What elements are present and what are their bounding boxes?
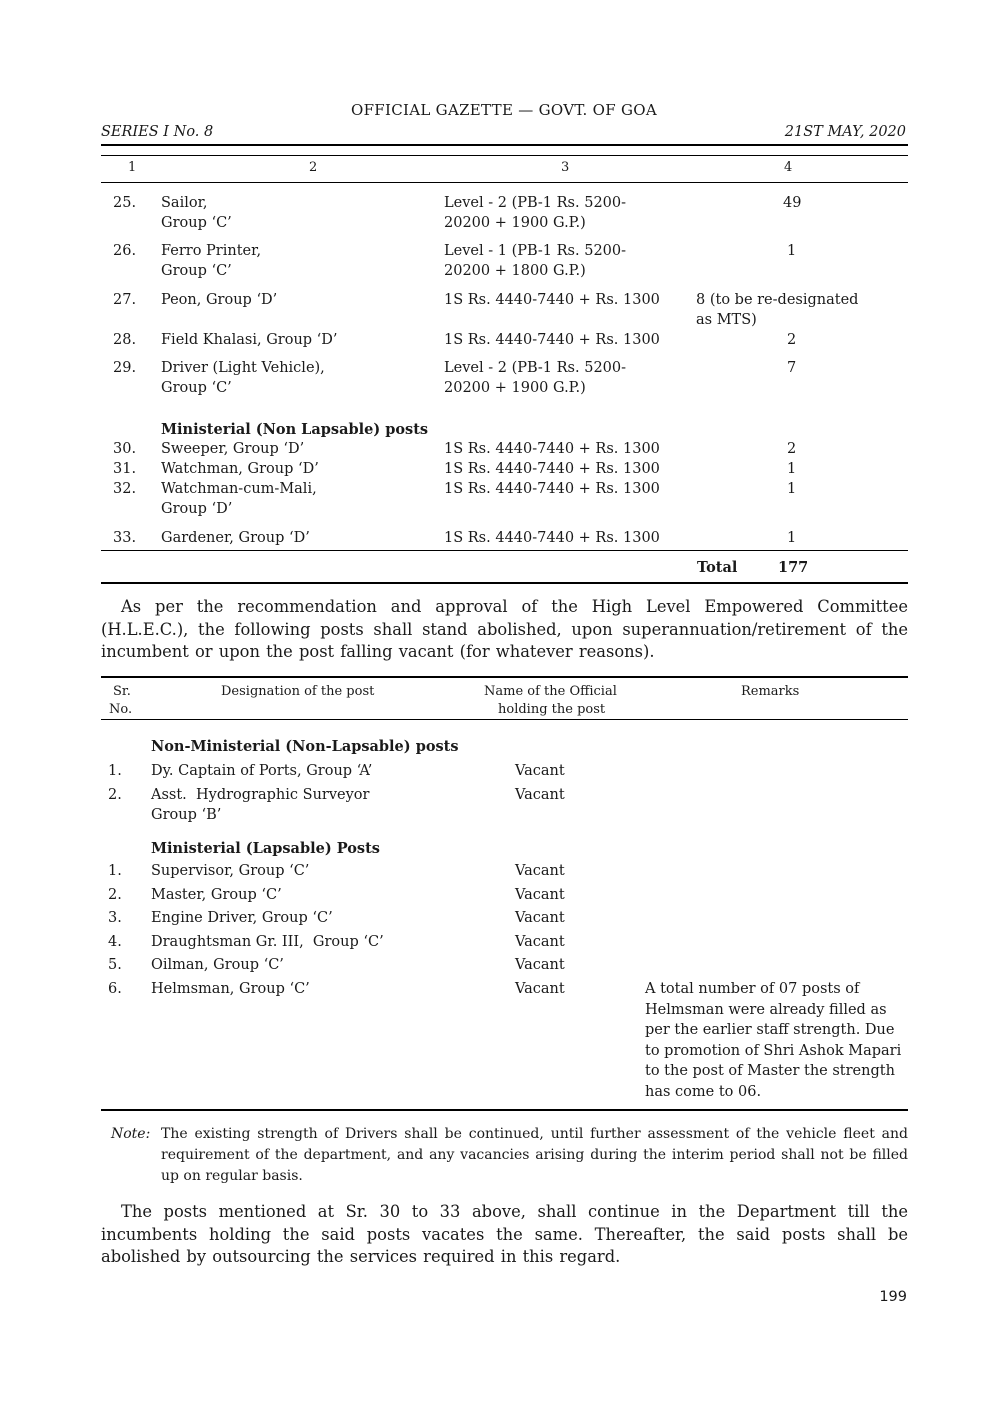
column-header-2: 2 xyxy=(309,160,318,175)
header-sr: Sr. xyxy=(113,684,131,699)
pay-scale: 1S Rs. 4440-7440 + Rs. 1300 xyxy=(444,441,660,457)
post-name: Gardener, Group ‘D’ xyxy=(161,530,310,546)
table-row-number: 6. xyxy=(108,981,122,997)
table-top-rule xyxy=(101,155,908,156)
post-name: Ferro Printer, xyxy=(161,243,262,259)
post-name: Helmsman, Group ‘C’ xyxy=(151,981,310,997)
post-count: 2 xyxy=(787,332,797,348)
table2-top-rule xyxy=(101,676,908,678)
post-count: as MTS) xyxy=(696,312,757,328)
helmsman-remark: A total number of 07 posts of Helmsman were already filled as per the earlier staff strength. Due to promotion of Shri Ashok Mapari to the post of Master the strength has come to 06. xyxy=(645,981,902,1100)
official-name: Vacant xyxy=(515,957,565,973)
official-name: Vacant xyxy=(515,910,565,926)
official-name: Vacant xyxy=(515,934,565,950)
post-count: 7 xyxy=(787,360,797,376)
column-header-4: 4 xyxy=(784,160,793,175)
column-header-1: 1 xyxy=(128,160,137,175)
official-name: Vacant xyxy=(515,787,565,803)
post-name: Dy. Captain of Ports, Group ‘A’ xyxy=(151,763,373,779)
table-row-number: 3. xyxy=(108,910,122,926)
table-row-number: 32. xyxy=(113,481,137,497)
post-name: Driver (Light Vehicle), xyxy=(161,360,325,376)
post-name: Supervisor, Group ‘C’ xyxy=(151,863,310,879)
table-row-number: 33. xyxy=(113,530,137,546)
table-row-number: 1. xyxy=(108,763,122,779)
header-official: Name of the Official xyxy=(484,684,617,699)
pay-scale: 1S Rs. 4440-7440 + Rs. 1300 xyxy=(444,332,660,348)
official-name: Vacant xyxy=(515,981,565,997)
pay-scale: Level - 2 (PB-1 Rs. 5200- xyxy=(444,195,627,211)
note-label: Note: xyxy=(111,1126,151,1142)
table-row-number: 4. xyxy=(108,934,122,950)
abolition-paragraph: As per the recommendation and approval of the High Level Empowered Committee (H.L.E.C.), the following posts shall stand abolished, upon superannuation/retirement of the incumbent or upon the post falling vacant (for whatever reasons). xyxy=(101,597,908,661)
table-row-number: 30. xyxy=(113,441,137,457)
post-name: Group ‘C’ xyxy=(161,380,232,396)
table-row-number: 29. xyxy=(113,360,137,376)
post-count: 1 xyxy=(787,530,797,546)
pay-scale: 1S Rs. 4440-7440 + Rs. 1300 xyxy=(444,530,660,546)
section-heading: Ministerial (Non Lapsable) posts xyxy=(161,421,429,438)
post-name: Field Khalasi, Group ‘D’ xyxy=(161,332,338,348)
post-count: 1 xyxy=(787,461,797,477)
post-name: Sailor, xyxy=(161,195,208,211)
table-row-number: 1. xyxy=(108,863,122,879)
header-remarks: Remarks xyxy=(741,684,800,699)
official-name: Vacant xyxy=(515,863,565,879)
total-rule xyxy=(101,550,908,551)
pay-scale: 1S Rs. 4440-7440 + Rs. 1300 xyxy=(444,481,660,497)
post-name: Peon, Group ‘D’ xyxy=(161,292,278,308)
post-count: 1 xyxy=(787,481,797,497)
total-label: Total xyxy=(697,559,738,576)
note-text: The existing strength of Drivers shall be continued, until further assessment of the vehicle fleet and requirement of the department, and any vacancies arising during the interim period shall not be filled up on regular basis. xyxy=(161,1126,908,1184)
post-name: Oilman, Group ‘C’ xyxy=(151,957,284,973)
official-name: Vacant xyxy=(515,887,565,903)
table2-header-rule xyxy=(101,719,908,720)
table-row-number: 5. xyxy=(108,957,122,973)
post-name: Master, Group ‘C’ xyxy=(151,887,282,903)
table-row-number: 26. xyxy=(113,243,137,259)
official-name: Vacant xyxy=(515,763,565,779)
post-name: Sweeper, Group ‘D’ xyxy=(161,441,305,457)
table-row-number: 28. xyxy=(113,332,137,348)
pay-scale: 1S Rs. 4440-7440 + Rs. 1300 xyxy=(444,292,660,308)
table-header-rule xyxy=(101,182,908,183)
post-name: Group ‘C’ xyxy=(161,263,232,279)
table2-bottom-rule xyxy=(101,1109,908,1111)
section-heading: Ministerial (Lapsable) Posts xyxy=(151,840,380,857)
issue-date: 21ST MAY, 2020 xyxy=(784,124,906,140)
post-count: 1 xyxy=(787,243,797,259)
column-header-3: 3 xyxy=(561,160,570,175)
table-bottom-rule xyxy=(101,582,908,584)
total-value: 177 xyxy=(778,559,809,576)
post-name: Watchman-cum-Mali, xyxy=(161,481,317,497)
table-row-number: 2. xyxy=(108,887,122,903)
table-row-number: 25. xyxy=(113,195,137,211)
pay-scale: 20200 + 1900 G.P.) xyxy=(444,380,586,396)
header-no: No. xyxy=(109,702,133,717)
post-name: Asst. Hydrographic Surveyor xyxy=(151,787,370,803)
table-row-number: 31. xyxy=(113,461,137,477)
pay-scale: 20200 + 1800 G.P.) xyxy=(444,263,586,279)
series-number: SERIES I No. 8 xyxy=(101,124,214,140)
pay-scale: Level - 1 (PB-1 Rs. 5200- xyxy=(444,243,627,259)
pay-scale: 1S Rs. 4440-7440 + Rs. 1300 xyxy=(444,461,660,477)
table-row-number: 2. xyxy=(108,787,122,803)
page-number: 199 xyxy=(879,1289,907,1305)
header-designation: Designation of the post xyxy=(221,684,375,699)
post-name: Engine Driver, Group ‘C’ xyxy=(151,910,333,926)
section-heading: Non-Ministerial (Non-Lapsable) posts xyxy=(151,738,459,755)
pay-scale: Level - 2 (PB-1 Rs. 5200- xyxy=(444,360,627,376)
post-count: 2 xyxy=(787,441,797,457)
table-row-number: 27. xyxy=(113,292,137,308)
post-name: Group ‘B’ xyxy=(151,807,222,823)
pay-scale: 20200 + 1900 G.P.) xyxy=(444,215,586,231)
header-rule xyxy=(101,144,908,146)
post-name: Watchman, Group ‘D’ xyxy=(161,461,319,477)
post-name: Group ‘D’ xyxy=(161,501,233,517)
post-count: 49 xyxy=(783,195,802,211)
post-count: 8 (to be re-designated xyxy=(696,292,859,308)
gazette-title: OFFICIAL GAZETTE — GOVT. OF GOA xyxy=(350,101,658,119)
continuation-paragraph: The posts mentioned at Sr. 30 to 33 above, shall continue in the Department till the incumbents holding the said posts vacates the same. Thereafter, the said posts shall be abolished by outsourcing the services required in this regard. xyxy=(101,1202,908,1266)
post-name: Draughtsman Gr. III, Group ‘C’ xyxy=(151,934,384,950)
header-official: holding the post xyxy=(498,702,606,717)
post-name: Group ‘C’ xyxy=(161,215,232,231)
